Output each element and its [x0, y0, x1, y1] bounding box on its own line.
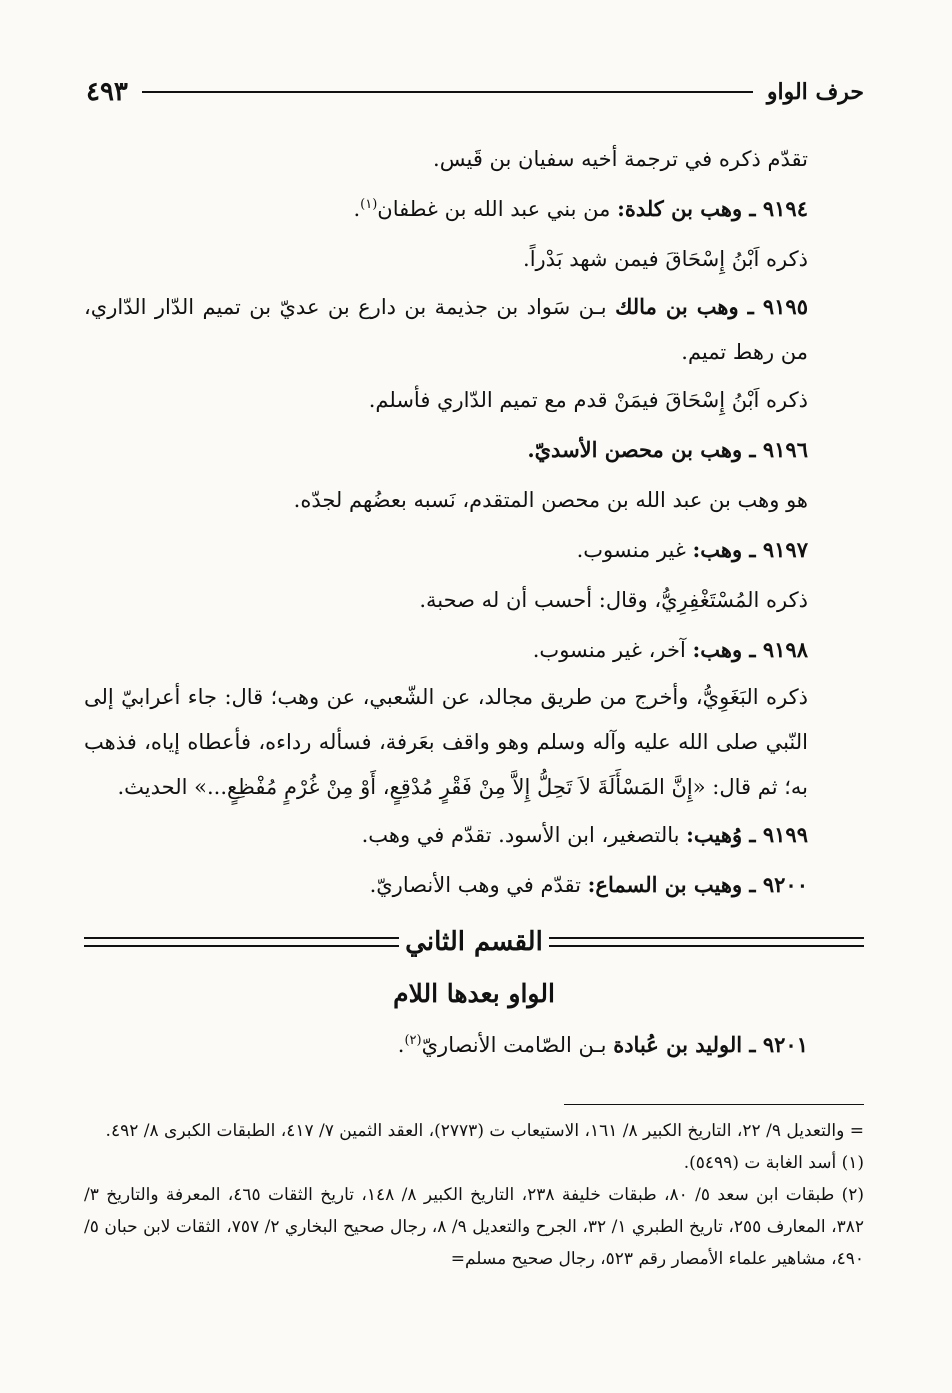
- paragraph: هو وهب بن عبد الله بن محصن المتقدم، نَسبه بعضُهم لجدّه.: [293, 488, 808, 512]
- section-title: القسم الثاني: [405, 927, 543, 957]
- entry-heading: ٩٢٠٠ ـ وهيب بن السماع:: [587, 872, 808, 897]
- entry-end: .: [397, 1033, 405, 1057]
- entry-heading: ٩١٩٨ ـ وهب:: [692, 637, 808, 662]
- footnote-1: (١) أسد الغابة ت (٥٤٩٩).: [683, 1153, 864, 1173]
- entry-9197: [84, 525, 864, 575]
- footnote-2: (٢) طبقات ابن سعد ٥/ ٨٠، طبقات خليفة ٢٣٨، التاريخ الكبير ٨/ ١٤٨، تاريخ الثقات ٤٦٥، المعرفة والتاريخ ٣/ ٣٨٢، المعارف ٢٥٥، تاريخ الطبري ١/ ٣٢، الجرح والتعديل ٩/ ٨، رجال صحيح البخاري ٢/ ٧٥٧، الثقات لابن حبان ٥/ ٤٩٠، مشاهير علماء الأمصار رقم ٥٢٣، رجال صحيح مسلم=: [84, 1185, 864, 1269]
- chapter-title: حرف الواو: [766, 79, 864, 105]
- entry-text: آخر، غير منسوب.: [532, 638, 686, 662]
- entry-text: تقدّم في وهب الأنصاريّ.: [369, 873, 581, 897]
- footnote-rule: [564, 1104, 864, 1105]
- main-text: [84, 134, 864, 1275]
- entry-9201: [84, 1020, 864, 1070]
- section-divider: [84, 916, 864, 968]
- entry-9199: [84, 810, 864, 860]
- footnote-ref[interactable]: (٢): [404, 1033, 422, 1048]
- double-rule: [549, 937, 864, 947]
- entry-text: بالتصغير، ابن الأسود. تقدّم في وهب.: [361, 823, 680, 847]
- section-subtitle: الواو بعدها اللام: [393, 979, 555, 1008]
- entry-text: بـن سَواد بن جذيمة بن دارع بن عديّ بن تميم الدّار الدّاري، من رهط تميم.: [84, 295, 808, 364]
- paragraph-hadith: ذكره البَغَوِيُّ، وأخرج من طريق مجالد، عن الشّعبي، عن وهب؛ قال: جاء أعرابيّ إلى النّبي صلى الله عليه وآله وسلم وهو واقف بعَرفة، فسأله رداءه، فأعطاه إياه، فذهب به؛ ثم قال: «إِنَّ المَسْأَلَةَ لاَ تَحِلُّ إِلاَّ مِنْ فَقْرٍ مُدْقِعٍ، أَوْ مِنْ غُرْمٍ مُفْظِعٍ...» الحديث.: [84, 685, 808, 799]
- page-number: ٤٩٣: [86, 77, 128, 107]
- entry-end: .: [353, 197, 361, 221]
- header-rule: [142, 91, 753, 93]
- entry-heading: ٩١٩٩ ـ وُهيب:: [686, 822, 808, 847]
- entry-heading: ٩١٩٥ ـ وهب بن مالك: [615, 294, 808, 319]
- entry-9198: [84, 625, 864, 675]
- entry-9195: [84, 284, 864, 375]
- paragraph: ذكره المُسْتَغْفِرِيُّ، وقال: أحسب أن له صحبة.: [419, 588, 808, 612]
- paragraph: ذكره اَبْنُ إِسْحَاقَ فيمَنْ قدم مع تميم الدّاري فأسلم.: [368, 388, 808, 412]
- paragraph: تقدّم ذكره في ترجمة أخيه سفيان بن قَيس.: [433, 147, 808, 171]
- entry-9200: [84, 860, 864, 910]
- entry-text: بـن الصّامت الأنصاريّ: [421, 1033, 607, 1057]
- entry-heading: ٩١٩٤ ـ وهب بن كلدة:: [617, 196, 808, 221]
- running-header: [86, 72, 864, 112]
- double-rule: [84, 937, 399, 947]
- entry-9194: [84, 184, 864, 234]
- footnote-ref[interactable]: (١): [360, 197, 378, 212]
- paragraph: ذكره اَبْنُ إِسْحَاقَ فيمن شهد بَدْراً.: [523, 247, 808, 271]
- entry-9196: ٩١٩٦ ـ وهب بن محصن الأسديّ.: [527, 437, 808, 462]
- entry-heading: ٩٢٠١ ـ الوليد بن عُبادة: [613, 1032, 808, 1057]
- entry-text: من بني عبد الله بن غطفان: [377, 197, 611, 221]
- footnote-continuation: = والتعديل ٩/ ٢٢، التاريخ الكبير ٨/ ١٦١، الاستيعاب ت (٢٧٧٣)، العقد الثمين ٧/ ٤١٧، الطبقات الكبرى ٨/ ٤٩٢.: [105, 1121, 864, 1141]
- entry-text: غير منسوب.: [576, 538, 686, 562]
- entry-heading: ٩١٩٧ ـ وهب:: [692, 537, 808, 562]
